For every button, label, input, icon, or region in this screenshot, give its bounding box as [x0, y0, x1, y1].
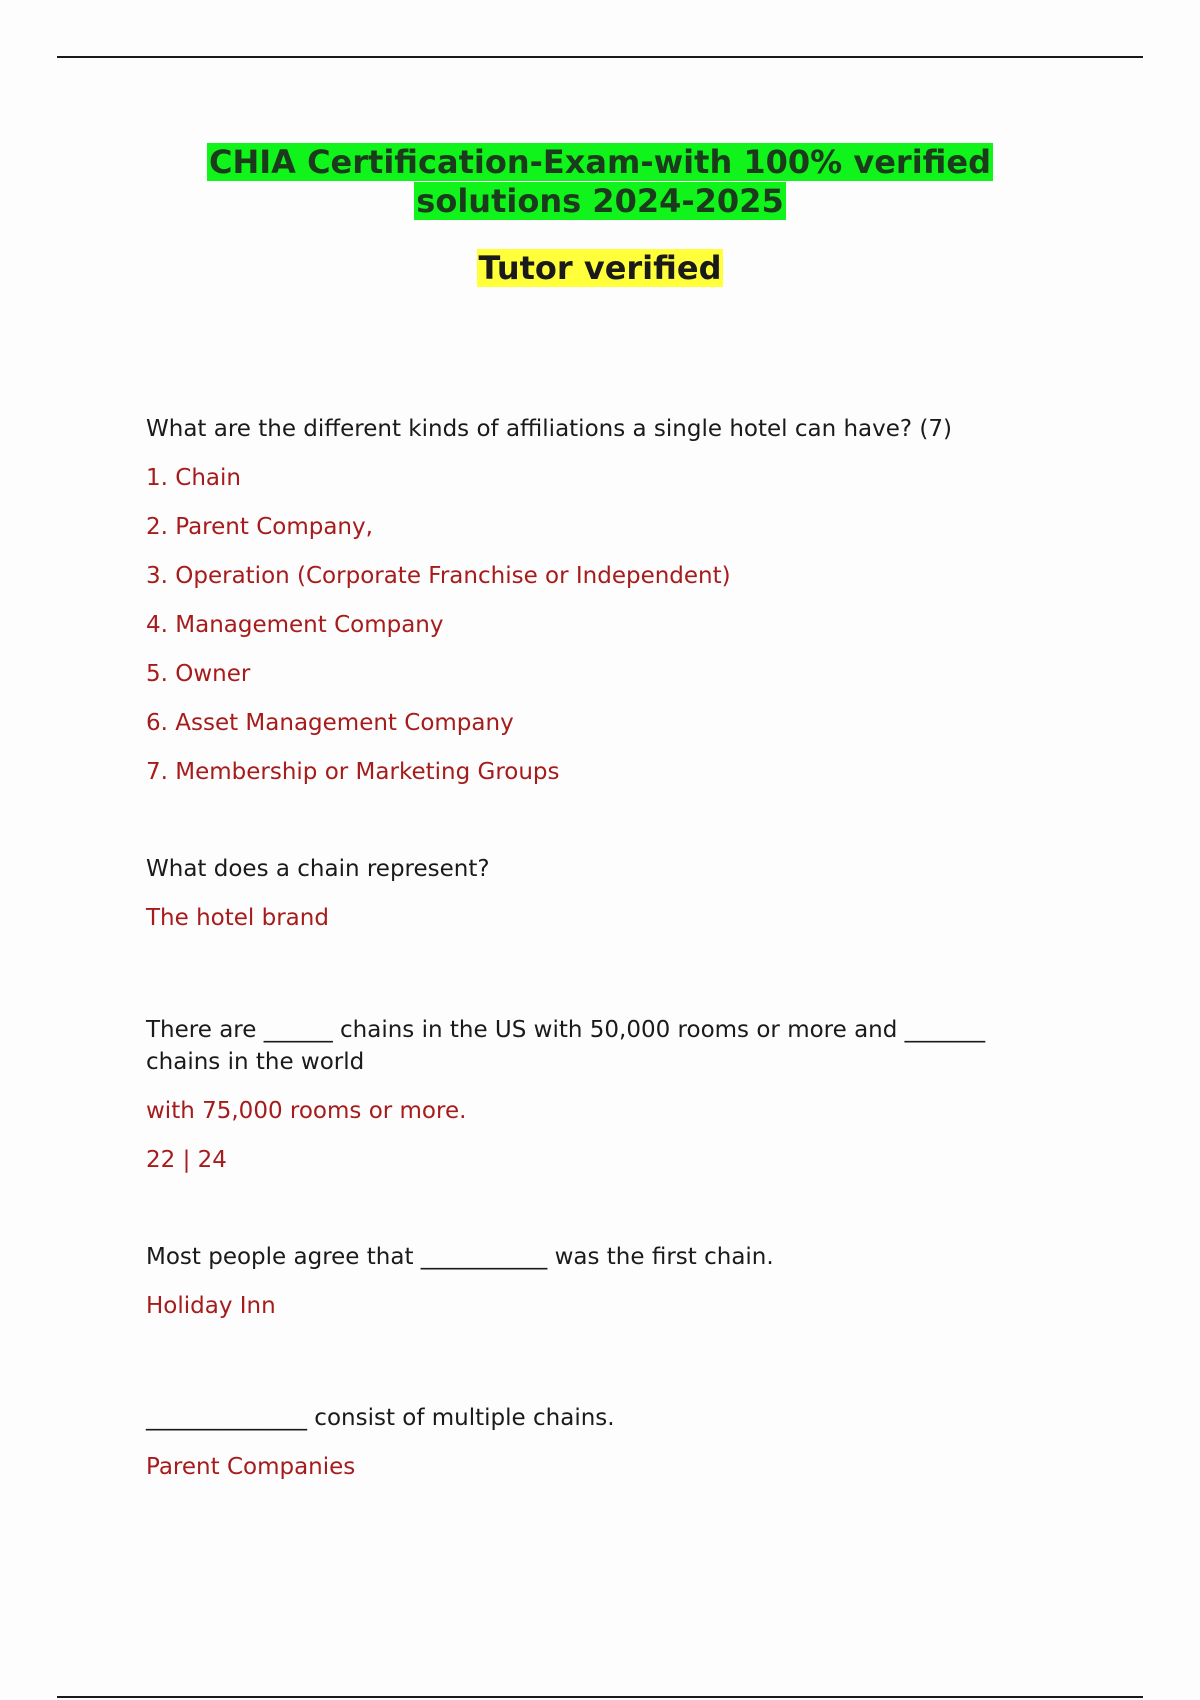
qa-item-4 [146, 1241, 1046, 1322]
subtitle-text: Tutor verified [478, 249, 722, 287]
qa-content [146, 413, 1046, 1483]
answer-1-5: 5. Owner [146, 661, 251, 687]
document-subtitle [0, 248, 1200, 288]
question-3-line-1: There are ______ chains in the US with 50,000 rooms or more and _______ [146, 1017, 986, 1043]
qa-item-3 [146, 1014, 1046, 1176]
title-line-2: solutions 2024-2025 [416, 182, 784, 220]
answer-4-1: Holiday Inn [146, 1293, 276, 1319]
answer-2-1: The hotel brand [146, 905, 329, 931]
qa-item-2 [146, 853, 1046, 934]
answer-1-7: 7. Membership or Marketing Groups [146, 759, 560, 785]
answer-5-1: Parent Companies [146, 1454, 356, 1480]
answer-1-6: 6. Asset Management Company [146, 710, 514, 736]
question-5: ______________ consist of multiple chains. [146, 1405, 615, 1431]
answer-1-2: 2. Parent Company, [146, 514, 373, 540]
bottom-rule [57, 1696, 1143, 1698]
document-title [0, 143, 1200, 221]
answer-1-1: 1. Chain [146, 465, 241, 491]
qa-item-1 [146, 413, 1046, 788]
answer-1-4: 4. Management Company [146, 612, 444, 638]
title-line-1: CHIA Certification-Exam-with 100% verified [208, 143, 991, 181]
qa-item-5 [146, 1402, 1046, 1483]
question-4: Most people agree that ___________ was the first chain. [146, 1244, 774, 1270]
question-3-line-2: chains in the world [146, 1049, 365, 1075]
question-1: What are the different kinds of affiliations a single hotel can have? (7) [146, 416, 952, 442]
answer-3-2: 22 | 24 [146, 1147, 227, 1173]
answer-3-1: with 75,000 rooms or more. [146, 1098, 467, 1124]
answer-1-3: 3. Operation (Corporate Franchise or Independent) [146, 563, 731, 589]
top-rule [57, 56, 1143, 58]
question-2: What does a chain represent? [146, 856, 490, 882]
